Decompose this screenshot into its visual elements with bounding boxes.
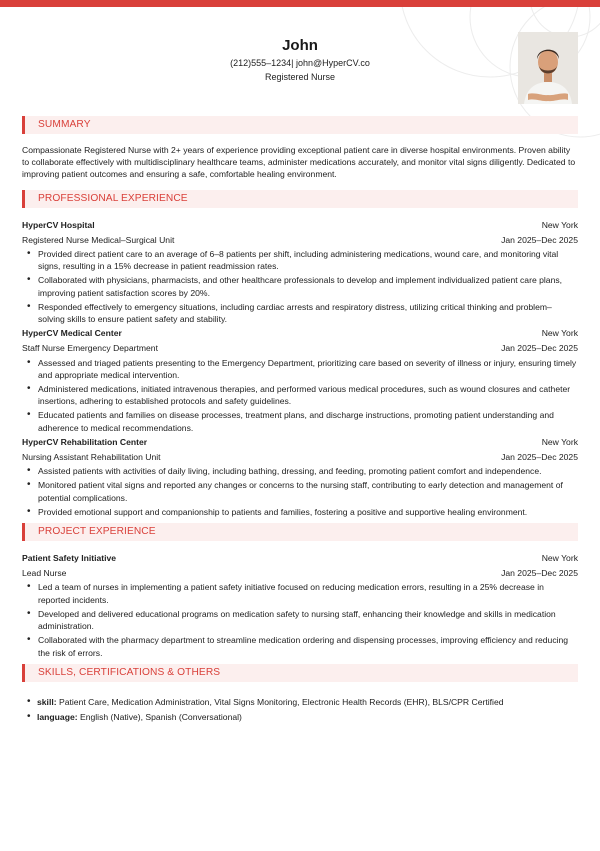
top-accent-bar xyxy=(0,0,600,7)
section-title: SUMMARY xyxy=(38,118,91,130)
position: Lead Nurse xyxy=(22,568,67,579)
date-range: Jan 2025–Dec 2025 xyxy=(501,234,578,245)
language-item xyxy=(37,711,578,723)
experience-entry xyxy=(22,327,578,434)
skill-key: skill: xyxy=(37,696,57,707)
organization: HyperCV Medical Center xyxy=(22,328,122,339)
bullet-item: • Collaborated with physicians, pharmacists, and other healthcare professionals to develop and implement individualized patient care plans, improving patient satisfaction scores by 20%. xyxy=(37,274,578,298)
date-range: Jan 2025–Dec 2025 xyxy=(501,452,578,463)
skill-value: Patient Care, Medication Administration, Vital Signs Monitoring, Electronic Health Records (EHR), BLS/CPR Certified xyxy=(58,696,504,707)
summary-text: Compassionate Registered Nurse with 2+ years of experience providing exceptional patient care in diverse hospital environments. Proven ability to collaborate effectively with multidisciplinary healthcare teams, administer medications accurately, and monitor vital signs diligently. Dedicated to improving patient outcomes and ensuring a safe, comfortable healing environment. xyxy=(22,145,576,180)
position: Registered Nurse Medical–Surgical Unit xyxy=(22,234,175,245)
bullet-item: • Collaborated with the pharmacy department to streamline medication ordering and dispensing processes, improving efficiency and reducing the risk of errors. xyxy=(37,634,578,658)
bullet-item: • Led a team of nurses in implementing a patient safety initiative focused on reducing medication errors, resulting in a 25% decrease in reported incidents. xyxy=(37,581,578,605)
project-name: Patient Safety Initiative xyxy=(22,553,117,564)
bullet-item: • Provided direct patient care to an average of 6–8 patients per shift, including administering medications, wound care, and monitoring vital signs, resulting in a 15% decrease in patient readmission rates. xyxy=(37,248,578,272)
skill-key: language: xyxy=(37,711,78,722)
section-title: PROFESSIONAL EXPERIENCE xyxy=(38,192,188,204)
bullet-list xyxy=(22,248,578,325)
resume-header xyxy=(0,36,600,84)
skill-item xyxy=(37,696,578,708)
location: New York xyxy=(541,436,578,447)
organization: HyperCV Hospital xyxy=(22,219,95,230)
profile-photo xyxy=(518,32,578,104)
location: New York xyxy=(541,553,578,564)
bullet-item: • Educated patients and families on disease processes, treatment plans, and discharge instructions, promoting patient understanding and adherence to medical recommendations. xyxy=(37,409,578,433)
section-title: SKILLS, CERTIFICATIONS & OTHERS xyxy=(38,666,221,678)
position: Nursing Assistant Rehabilitation Unit xyxy=(22,452,161,463)
summary-section-header xyxy=(22,116,578,134)
bullet-item: • Provided emotional support and companionship to patients and families, fostering a positive and supportive healing environment. xyxy=(37,506,578,518)
experience-entry xyxy=(22,436,578,518)
position: Staff Nurse Emergency Department xyxy=(22,343,158,354)
bullet-item: • Assessed and triaged patients presenting to the Emergency Department, prioritizing care based on severity of illness or injury, ensuring timely and appropriate medical intervention. xyxy=(37,357,578,381)
job-title: Registered Nurse xyxy=(264,72,336,82)
date-range: Jan 2025–Dec 2025 xyxy=(501,343,578,354)
resume-body xyxy=(22,116,578,723)
projects-section-header xyxy=(22,523,578,541)
skills-list xyxy=(22,696,578,723)
skill-value: English (Native), Spanish (Conversational) xyxy=(79,711,242,722)
bullet-item: • Responded effectively to emergency situations, including cardiac arrests and respiratory distress, utilizing critical thinking and problem–solving skills to ensure patient safety and stability. xyxy=(37,301,578,325)
candidate-name: John xyxy=(282,37,318,54)
bullet-item: • Administered medications, initiated intravenous therapies, and performed various medical procedures, such as wound closures and catheter insertions, adhering to established protocols and safety guidelines. xyxy=(37,383,578,407)
project-entry xyxy=(22,552,578,659)
location: New York xyxy=(541,219,578,230)
organization: HyperCV Rehabilitation Center xyxy=(22,436,148,447)
bullet-list xyxy=(22,465,578,518)
contact-line: (212)555–1234| john@HyperCV.co xyxy=(230,58,370,68)
bullet-list xyxy=(22,357,578,434)
date-range: Jan 2025–Dec 2025 xyxy=(501,568,578,579)
bullet-item: • Assisted patients with activities of daily living, including bathing, dressing, and feeding, promoting patient comfort and independence. xyxy=(37,465,578,477)
bullet-list xyxy=(22,581,578,658)
location: New York xyxy=(541,328,578,339)
experience-section-header xyxy=(22,190,578,208)
experience-entry xyxy=(22,219,578,326)
section-title: PROJECT EXPERIENCE xyxy=(38,525,156,537)
bullet-item: • Developed and delivered educational programs on medication safety to nursing staff, enhancing their knowledge and skills in medication administration. xyxy=(37,608,578,632)
bullet-item: • Monitored patient vital signs and reported any changes or concerns to the nursing staff, contributing to early detection and management of potential complications. xyxy=(37,479,578,503)
skills-section-header xyxy=(22,664,578,682)
